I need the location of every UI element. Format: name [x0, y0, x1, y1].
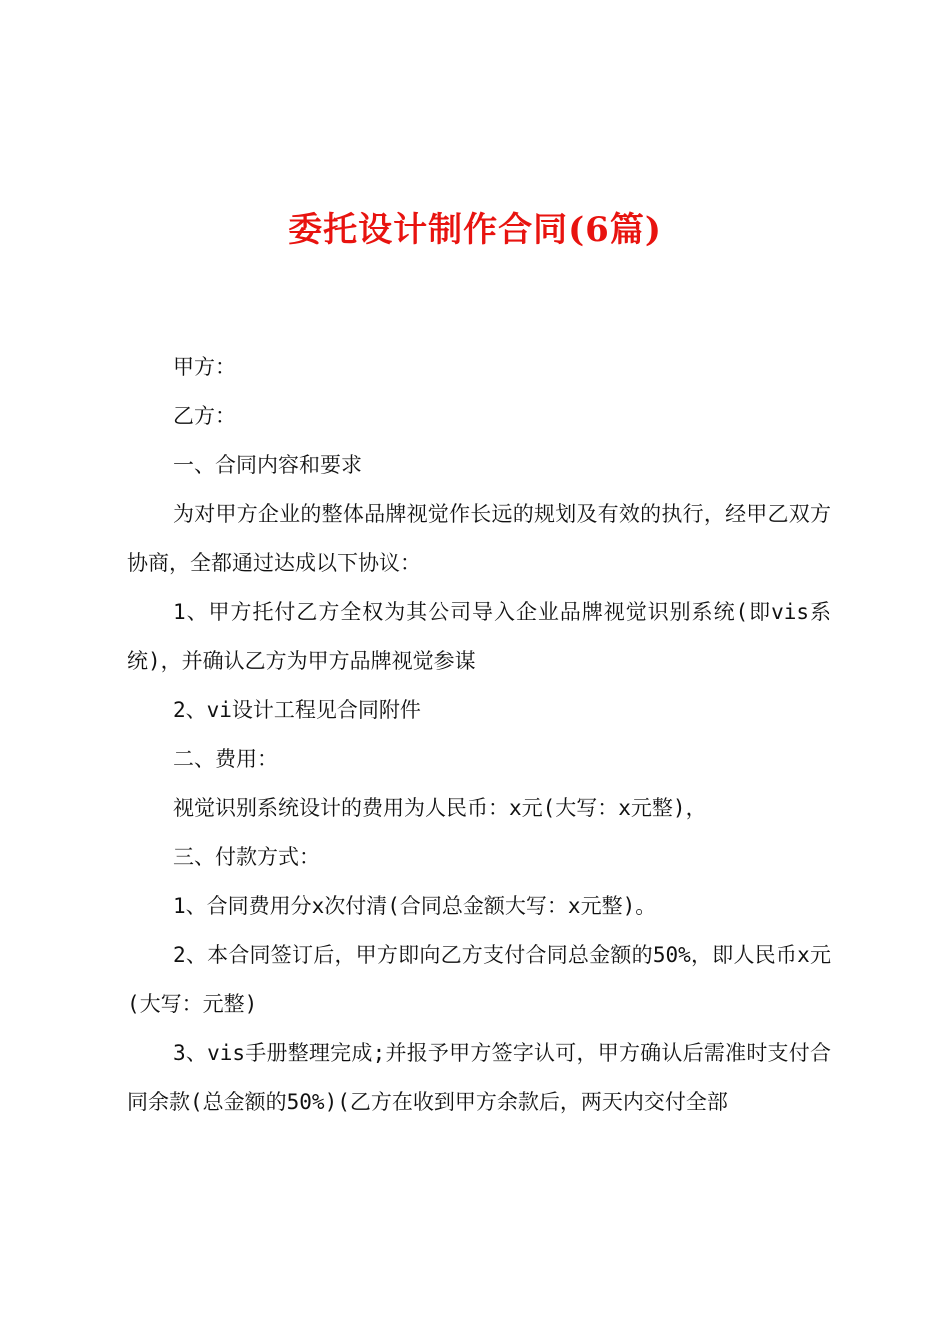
section-heading-2: 二、费用：	[173, 747, 278, 771]
document-body	[127, 343, 831, 1127]
party-b-line: 乙方：	[173, 404, 236, 428]
clause-1-2: 2、vi设计工程见合同附件	[173, 698, 421, 722]
document-title: 委托设计制作合同(6篇)	[288, 210, 662, 250]
fee-paragraph: 视觉识别系统设计的费用为人民币：x元(大写：x元整)，	[173, 796, 707, 820]
intro-paragraph: 为对甲方企业的整体品牌视觉作长远的规划及有效的执行，经甲乙双方协商，全都通过达成以下协议：	[127, 502, 831, 575]
payment-clause-3: 3、vis手册整理完成;并报予甲方签字认可，甲方确认后需准时支付合同余款(总金额的50%)(乙方在收到甲方余款后，两天内交付全部	[127, 1041, 831, 1114]
section-heading-3: 三、付款方式：	[173, 845, 320, 869]
payment-clause-1: 1、合同费用分x次付清(合同总金额大写：x元整)。	[173, 894, 657, 918]
clause-1-1: 1、甲方托付乙方全权为其公司导入企业品牌视觉识别系统(即vis系统)，并确认乙方为甲方品牌视觉参谋	[127, 600, 831, 673]
payment-clause-2: 2、本合同签订后，甲方即向乙方支付合同总金额的50%，即人民币x元(大写：元整)	[127, 943, 831, 1016]
section-heading-1: 一、合同内容和要求	[173, 453, 362, 477]
party-a-line: 甲方：	[173, 355, 236, 379]
